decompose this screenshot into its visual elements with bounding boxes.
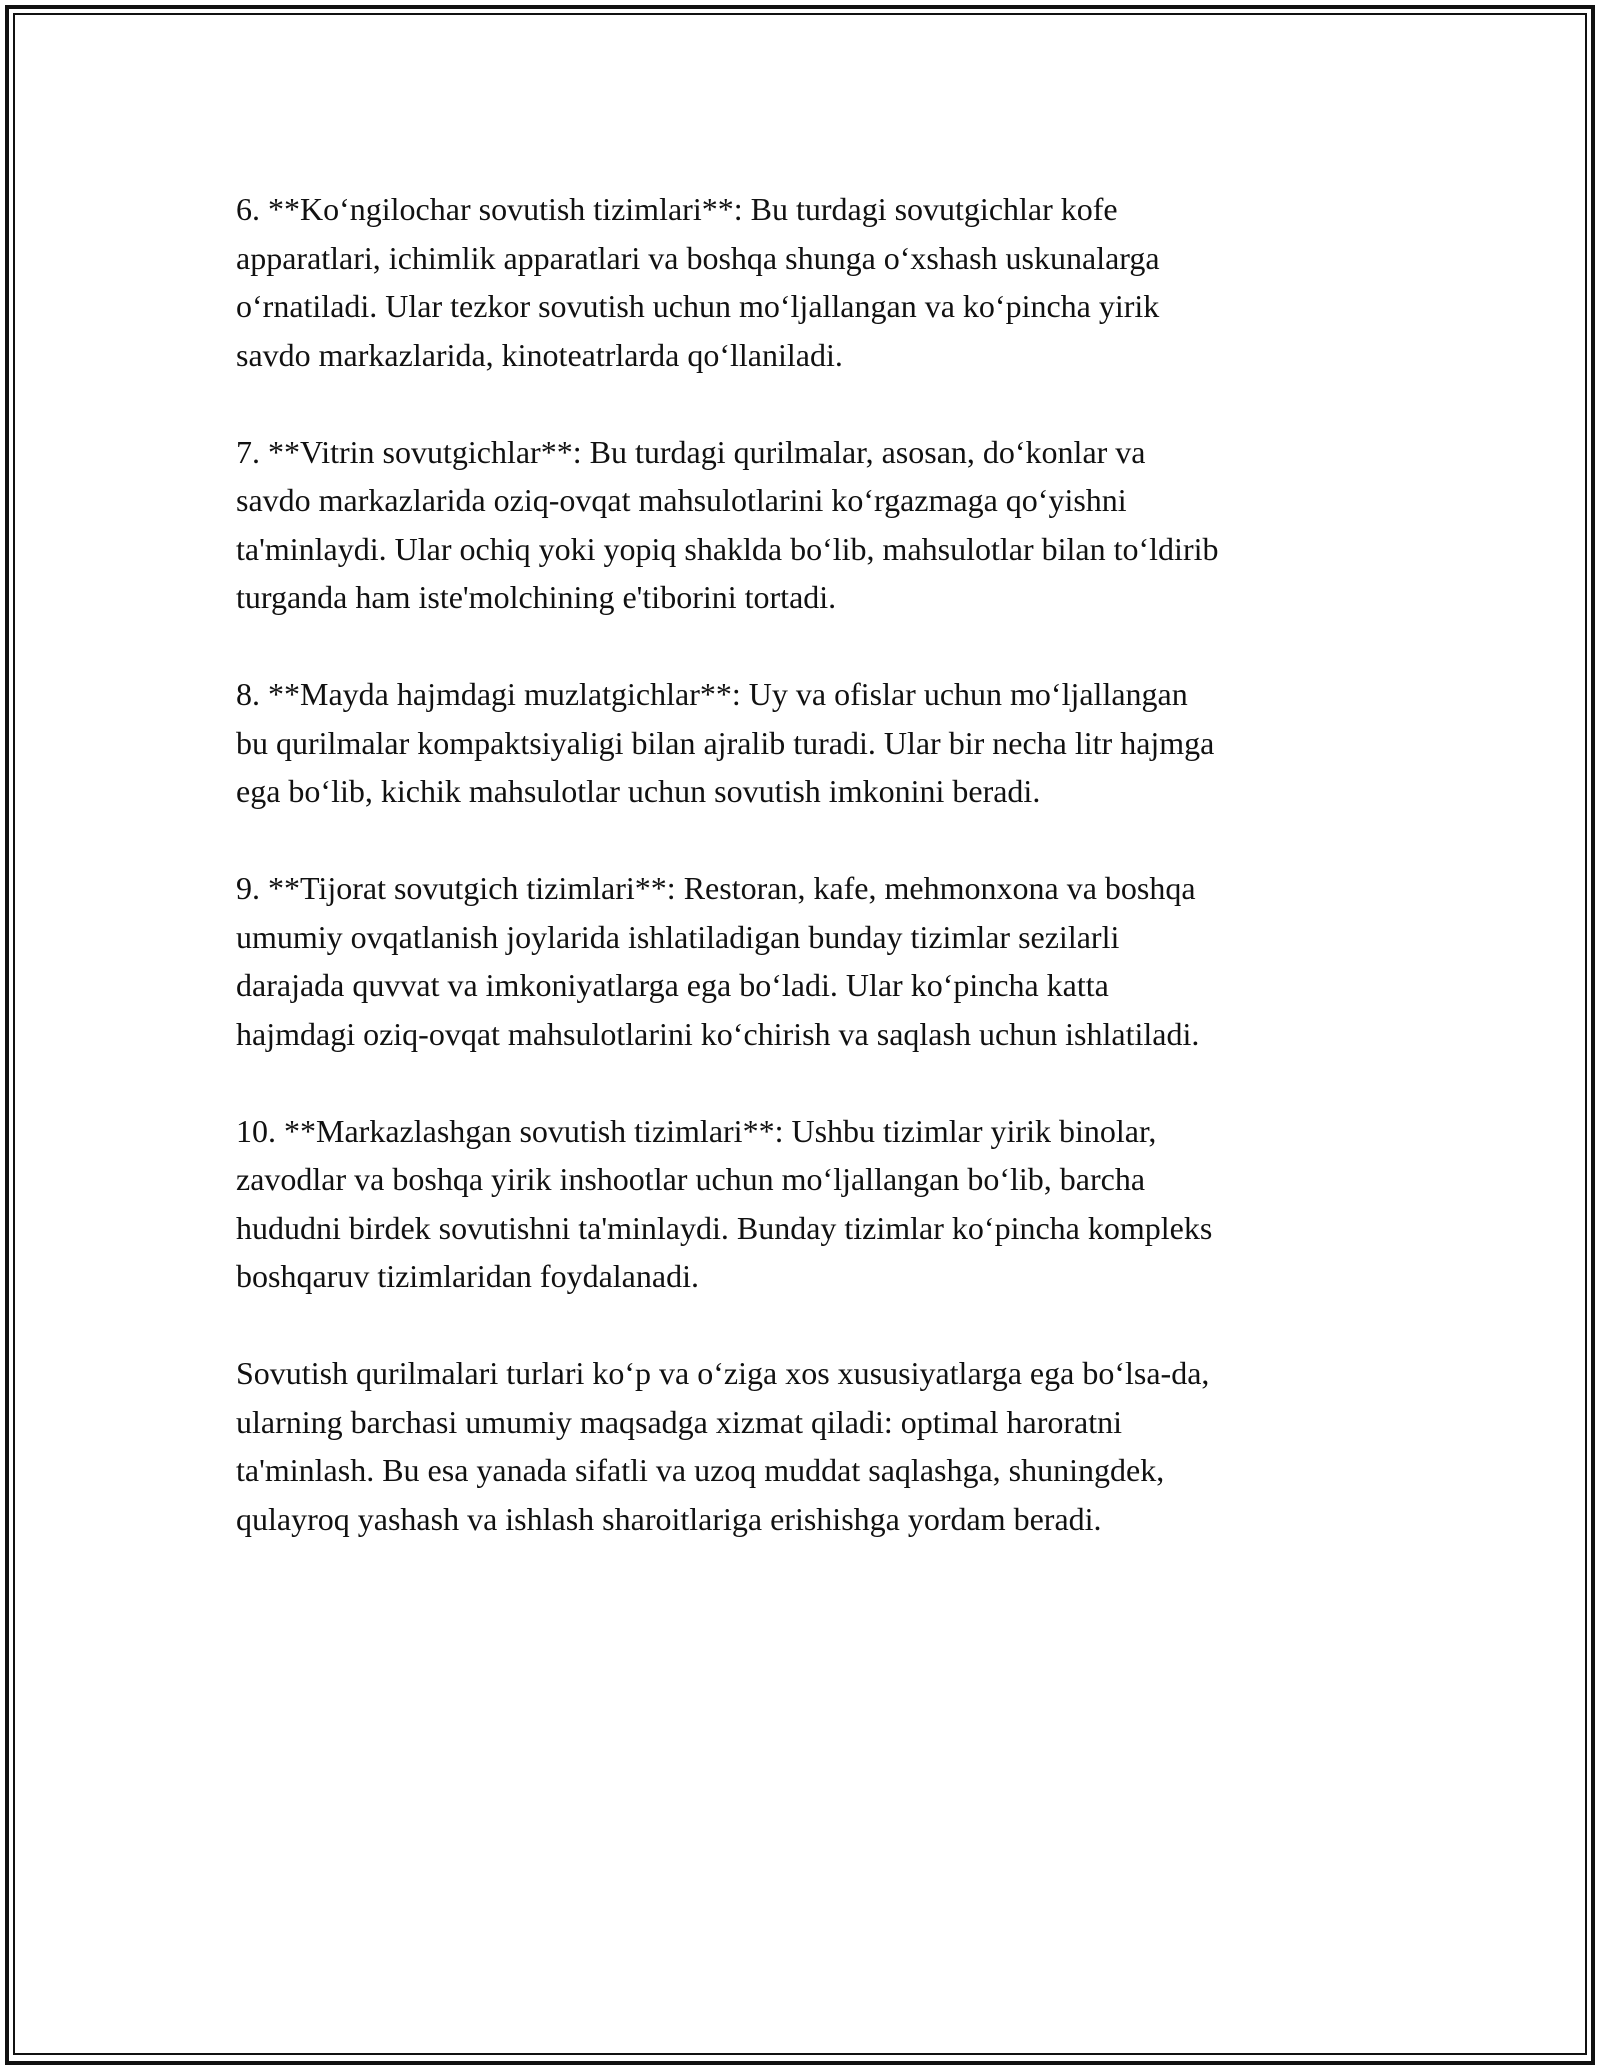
paragraph-conclusion: Sovutish qurilmalari turlari koʻp va oʻziga xos xususiyatlarga ega boʻlsa-da, ularning barchasi umumiy maqsadga xizmat qiladi: optimal haroratni ta'minlash. Bu esa yanada sifatli va uzoq muddat saqlashga, shuningdek, qulayroq yashash va ishlash sharoitlariga erishishga yordam beradi. xyxy=(236,1355,1210,1537)
paragraph-item-8: 8. **Mayda hajmdagi muzlatgichlar**: Uy va ofislar uchun moʻljallangan bu qurilmalar kompaktsiyaligi bilan ajralib turadi. Ular bir necha litr hajmga ega boʻlib, kichik mahsulotlar uchun sovutish imkonini beradi. xyxy=(236,676,1215,809)
paragraph-item-9: 9. **Tijorat sovutgich tizimlari**: Restoran, kafe, mehmonxona va boshqa umumiy ovqatlanish joylarida ishlatiladigan bunday tizimlar sezilarli darajada quvvat va imkoniyatlarga ega boʻladi. Ular koʻpincha katta hajmdagi oziq-ovqat mahsulotlarini koʻchirish va saqlash uchun ishlatiladi. xyxy=(236,870,1200,1052)
paragraph-item-7: 7. **Vitrin sovutgichlar**: Bu turdagi qurilmalar, asosan, doʻkonlar va savdo markazlarida oziq-ovqat mahsulotlarini koʻrgazmaga qoʻyishni ta'minlaydi. Ular ochiq yoki yopiq shaklda boʻlib, mahsulotlar bilan toʻldirib turganda ham iste'molchining e'tiborini tortadi. xyxy=(236,433,1219,615)
paragraph-item-6: 6. **Koʻngilochar sovutish tizimlari**: Bu turdagi sovutgichlar kofe apparatlari, ichimlik apparatlari va boshqa shunga oʻxshash uskunalarga oʻrnatiladi. Ular tezkor sovutish uchun moʻljallangan va koʻpincha yirik savdo markazlarida, kinoteatrlarda qoʻllaniladi. xyxy=(236,191,1160,373)
document-body xyxy=(236,185,1376,1592)
paragraph-item-10: 10. **Markazlashgan sovutish tizimlari**: Ushbu tizimlar yirik binolar, zavodlar va boshqa yirik inshootlar uchun moʻljallangan boʻlib, barcha hududni birdek sovutishni ta'minlaydi. Bunday tizimlar koʻpincha kompleks boshqaruv tizimlaridan foydalanadi. xyxy=(236,1112,1213,1294)
